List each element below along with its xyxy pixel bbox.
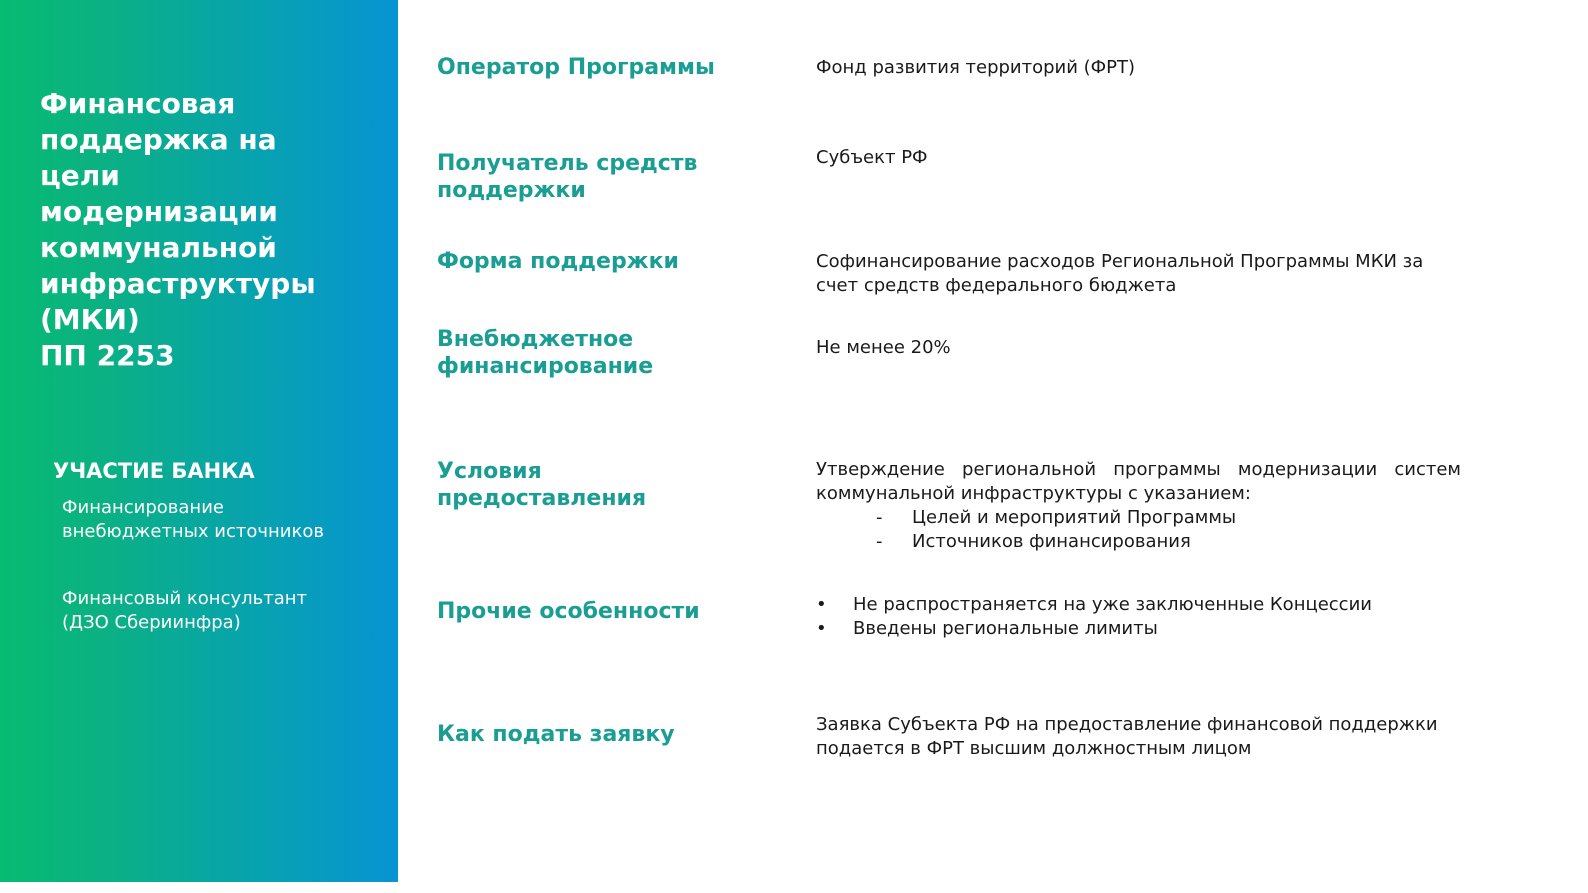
value-line xyxy=(816,458,1461,482)
label-extrabudgetary-financing xyxy=(437,326,787,380)
dash-marker: - xyxy=(876,507,883,528)
label-line: Оператор Программы xyxy=(437,55,715,80)
value-line: Софинансирование расходов Региональной Программы МКИ за xyxy=(816,251,1424,272)
label-line: Прочие особенности xyxy=(437,599,700,624)
label-line: финансирование xyxy=(437,354,654,379)
list-item xyxy=(816,530,1476,554)
label-line: Как подать заявку xyxy=(437,722,675,747)
value-word: региональной xyxy=(962,459,1097,480)
value-line: Не менее 20% xyxy=(816,337,951,358)
label-line: Форма поддержки xyxy=(437,249,679,274)
label-line: Внебюджетное xyxy=(437,327,634,352)
label-other-features xyxy=(437,598,787,625)
value-line: Заявка Субъекта РФ на предоставление финансовой поддержки xyxy=(816,714,1438,735)
list-item xyxy=(816,617,1476,641)
bank-item-line: Финансовый консультант xyxy=(62,588,307,609)
value-line: Фонд развития территорий (ФРТ) xyxy=(816,57,1136,78)
page-title-line: коммунальной xyxy=(40,231,277,264)
label-how-to-apply xyxy=(437,721,787,748)
list-item-text: Введены региональные лимиты xyxy=(853,618,1158,639)
bullet-marker: • xyxy=(816,594,827,615)
value-provision-conditions xyxy=(816,458,1476,554)
value-extrabudgetary-financing xyxy=(816,336,1476,360)
bank-item-financing xyxy=(62,496,382,544)
bullet-marker: • xyxy=(816,618,827,639)
label-line: Условия xyxy=(437,459,542,484)
page-title xyxy=(40,86,380,374)
value-line: счет средств федерального бюджета xyxy=(816,275,1177,296)
bank-participation-heading: УЧАСТИЕ БАНКА xyxy=(53,459,255,483)
value-other-features xyxy=(816,593,1476,641)
page-title-line: цели xyxy=(40,159,120,192)
list-item xyxy=(816,506,1476,530)
value-funds-recipient xyxy=(816,146,1476,170)
label-support-form xyxy=(437,248,787,275)
value-support-form xyxy=(816,250,1476,298)
list-item-text: Не распространяется на уже заключенные Концессии xyxy=(853,594,1372,615)
label-line: Получатель средств xyxy=(437,151,698,176)
page-title-line: Финансовая xyxy=(40,87,236,120)
dash-marker: - xyxy=(876,531,883,552)
value-line: Субъект РФ xyxy=(816,147,928,168)
value-word: модернизации xyxy=(1237,459,1378,480)
value-line: коммунальной инфраструктуры с указанием: xyxy=(816,483,1251,504)
value-line: подается в ФРТ высшим должностным лицом xyxy=(816,738,1252,759)
value-how-to-apply xyxy=(816,713,1476,761)
page-title-line: инфраструктуры xyxy=(40,267,316,300)
page-title-line: модернизации xyxy=(40,195,278,228)
value-program-operator xyxy=(816,56,1476,80)
label-provision-conditions xyxy=(437,458,787,512)
label-line: поддержки xyxy=(437,178,586,203)
page-title-line: ПП 2253 xyxy=(40,339,175,372)
list-item-text: Источников финансирования xyxy=(912,531,1191,552)
label-line: предоставления xyxy=(437,486,647,511)
list-item-text: Целей и мероприятий Программы xyxy=(912,507,1237,528)
bank-item-consultant xyxy=(62,587,382,635)
bank-item-line: внебюджетных источников xyxy=(62,521,324,542)
value-word: программы xyxy=(1113,459,1221,480)
bank-item-line: Финансирование xyxy=(62,497,224,518)
page-title-line: поддержка на xyxy=(40,123,277,156)
bank-item-line: (ДЗО Сбериинфра) xyxy=(62,612,241,633)
page-title-line: (МКИ) xyxy=(40,303,140,336)
label-program-operator xyxy=(437,54,787,81)
value-word: систем xyxy=(1394,459,1461,480)
list-item xyxy=(816,593,1476,617)
value-word: Утверждение xyxy=(816,459,945,480)
sidebar-panel xyxy=(0,0,398,882)
label-funds-recipient xyxy=(437,150,787,204)
